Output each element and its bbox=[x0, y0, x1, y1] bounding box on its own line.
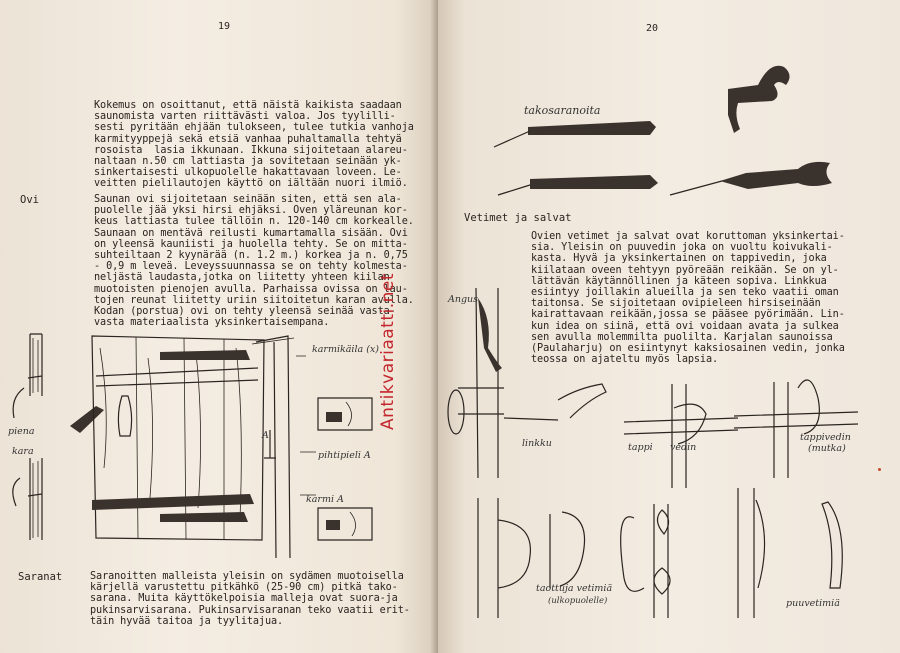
watermark: Antikvariaatti.net bbox=[378, 272, 398, 430]
ovi-section-label: Ovi bbox=[20, 194, 39, 206]
vetimet-paragraph: Ovien vetimet ja salvat ovat koruttoman yksinkertai- sia. Yleisin on puuvedin joka on vuoltu koivukali- kasta. Hyvä ja yksinkertainen on tappivedin, joka kiilataan oveen tehtyyn pyöreään reikään. Se on yl- lättävän käytännöllinen ja käteen sopiva. Linkkua esiintyy joillakin alueilla ja sen teko vaatii oman taitonsa. Se sijoitetaan ovipieleen hirsiseinään kairattavaan reikään,jossa se pääsee pyörimään. Lin- kun idea on siinä, että ovi voidaan avata ja sulkea sen avulla molemmilta puolilta. Karjalan saunoissa (Paulaharju) on esiintynyt kaksiosainen vedin, jonka teossa on ajateltu myös lapsia. bbox=[531, 231, 845, 366]
ovi-paragraph: Saunan ovi sijoitetaan seinään siten, että sen ala- puolelle jää yksi hirsi ehjäksi. Oven yläreunan kor- keus lattiasta tulee tällöin n. 120-140 cm korkealle. Saunaan on mentävä reilusti kumartamalla sisään. Ovi on yleensä kauniisti ja huolella tehty. Se on mitta- suhteiltaan 2 kyynärää (n. 1.2 m.) korkea ja n. 0,75 - 0,9 m leveä. Leveyssuunnassa se on tehty kolmesta- neljästä laudasta,jotka on liitetty yhteen kiilan muotoisten pienojen avulla. Parhaissa ovissa on lau- tojen reunat liitetty uriin siitoitetun karan avulla. Kodan (porstua) ovi on tehty yleensä seinää vasta- vasta materiaalista yksinkertaisempana. bbox=[94, 194, 414, 329]
right-page bbox=[438, 0, 900, 653]
label-tappi: tappi bbox=[628, 442, 653, 453]
label-karmikaila: karmikäila (x) bbox=[312, 344, 379, 355]
label-karmi: karmi A bbox=[306, 494, 344, 505]
label-section-a: A bbox=[262, 430, 269, 441]
label-vedin: vedin bbox=[670, 442, 697, 453]
label-margin-note: Angus bbox=[448, 294, 479, 305]
intro-paragraph: Kokemus on osoittanut, että näistä kaikista saadaan saunomista varten riittävästi valoa. Jos tyylilli- sesti pyritään ehjään tulokseen, tulee tutkia vanhoja karmityyppejä sekä etsiä vanhaa puhaltamalla tehtyä rosoista lasia ikkunaan. Ikkuna sijoitetaan alareu- naltaan n.50 cm lattiasta ja sovitetaan seinään yk- sinkertaisesti ulkopuolelle hakattavaan loveen. Le- veitten pielilautojen käyttö on iältään nuori ilmiö. bbox=[94, 100, 414, 190]
page-number: 20 bbox=[646, 23, 659, 34]
label-puuvetimia: puuvetimiä bbox=[786, 598, 840, 609]
label-takosaranoita: takosaranoita bbox=[524, 104, 601, 117]
saranat-section-label: Saranat bbox=[18, 571, 63, 583]
label-taotut-sub: (ulkopuolelle) bbox=[548, 596, 608, 606]
label-tappivedin: tappivedin bbox=[800, 432, 851, 443]
label-pihtipieli: pihtipieli A bbox=[318, 450, 371, 461]
saranat-paragraph: Saranoitten malleista yleisin on sydämen muotoisella kärjellä varustettu pitkähkö (25-90 cm) pitkä tako- sarana. Muita käyttökelpoisia malleja ovat suora-ja pukinsarvisarana. Pukinsarvisaranan teko vaatii erit- täin hyvää taitoa ja tyylitajua. bbox=[90, 571, 410, 627]
label-kara: kara bbox=[12, 446, 34, 457]
hinges-illustration bbox=[438, 55, 900, 205]
left-page bbox=[0, 0, 438, 653]
page-number: 19 bbox=[218, 21, 231, 32]
label-taotut: taottuja vetimiä bbox=[536, 583, 613, 594]
vetimet-heading: Vetimet ja salvat bbox=[464, 212, 572, 224]
label-tappivedin-sub: (mutka) bbox=[808, 443, 846, 454]
ink-speck bbox=[878, 468, 881, 471]
label-piena: piena bbox=[8, 426, 35, 437]
label-linkku: linkku bbox=[522, 438, 552, 449]
